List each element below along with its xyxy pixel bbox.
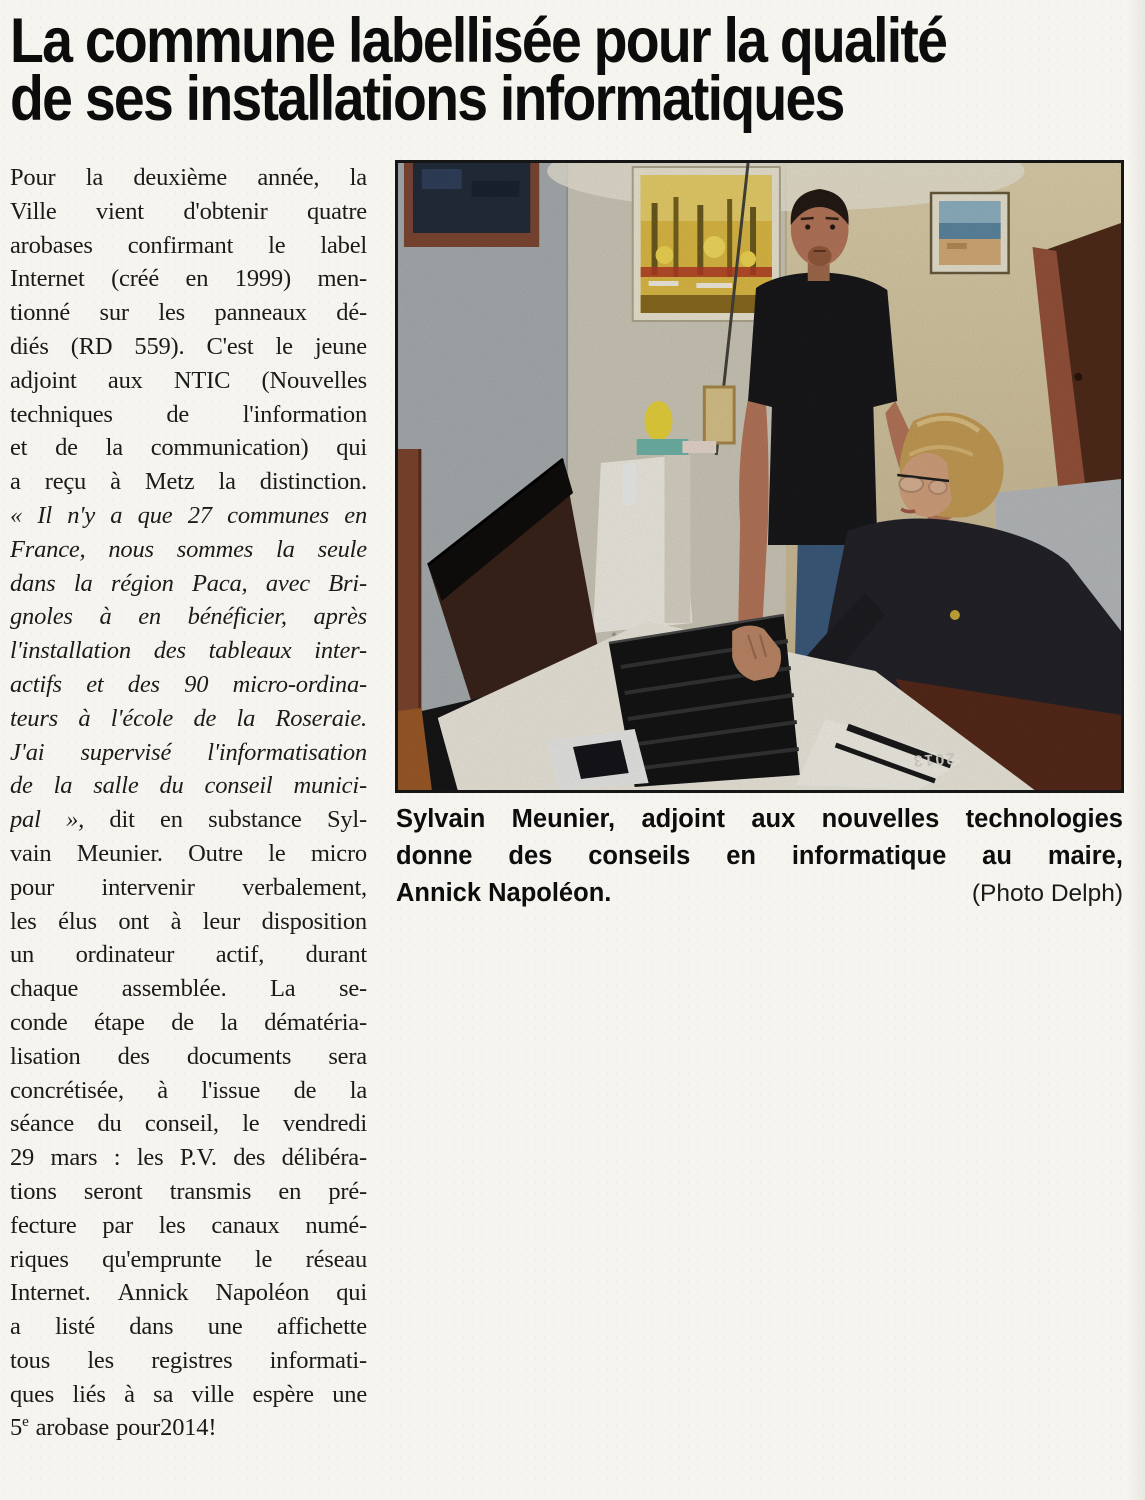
article-line: pour intervenir verbalement, (10, 873, 367, 901)
article-line: Pour la deuxième année, la (10, 164, 367, 191)
article-line: fecture par les canaux numé- (10, 1211, 367, 1239)
article-line: et de la communication) qui (10, 434, 367, 462)
article-line: 29 mars : les P.V. des délibéra- (10, 1144, 367, 1172)
photo-credit: (Photo Delph) (971, 880, 1123, 907)
article-line: tions seront transmis en pré- (10, 1177, 367, 1205)
article-line: l'installation des tableaux inter- (10, 637, 367, 665)
article-line: a listé dans une affichette (10, 1313, 367, 1341)
scan-edge-shadow (1127, 0, 1145, 1500)
caption-name: Annick Napoléon. (396, 879, 612, 907)
article-line: séance du conseil, le vendredi (10, 1110, 367, 1138)
photo-illustration (398, 163, 1121, 790)
article-line: Internet (créé en 1999) men- (10, 265, 367, 293)
caption-line-3 (396, 875, 1123, 912)
article-line: « Il n'y a que 27 communes en (10, 501, 367, 529)
headline (10, 6, 1119, 134)
article-line: tous les registres informati- (10, 1346, 367, 1374)
article-line: conde étape de la dématéria- (10, 1008, 367, 1036)
article-line: actifs et des 90 micro-ordina- (10, 670, 367, 698)
article-line: teurs à l'école de la Roseraie. (10, 704, 367, 732)
article-photo (395, 160, 1124, 793)
article-line: a reçu à Metz la distinction. (10, 468, 367, 496)
caption-line-1: Sylvain Meunier, adjoint aux nouvelles technologies (396, 805, 1123, 833)
article-line: tionné sur les panneaux dé- (10, 299, 367, 327)
headline-line-1: La commune labellisée pour la qualité (10, 6, 947, 76)
article-line: Internet. Annick Napoléon qui (10, 1279, 367, 1307)
article-body (10, 161, 367, 1445)
article-line: techniques de l'information (10, 400, 367, 428)
article-line: France, nous sommes la seule (10, 535, 367, 563)
article-line: chaque assemblée. La se- (10, 975, 367, 1003)
article-line: diés (RD 559). C'est le jeune (10, 332, 367, 360)
article-line: riques qu'emprunte le réseau (10, 1245, 367, 1273)
article-line: pal », dit en substance Syl- (10, 806, 367, 834)
photo-caption (396, 801, 1123, 912)
article-line: Ville vient d'obtenir quatre (10, 197, 367, 225)
caption-line-2: donne des conseils en informatique au maire, (396, 842, 1123, 870)
article-line: adjoint aux NTIC (Nouvelles (10, 366, 367, 394)
article-line: 5e arobase pour2014! (10, 1413, 217, 1442)
headline-line-2: de ses installations informatiques (10, 64, 844, 134)
halftone-grain (398, 163, 1121, 790)
article-line: gnoles à en bénéficier, après (10, 603, 367, 631)
desk-calendar-text: 2013 (911, 749, 956, 770)
article-line: arobases confirmant le label (10, 231, 367, 259)
article-line: J'ai supervisé l'informatisation (10, 738, 367, 766)
article-line: lisation des documents sera (10, 1042, 367, 1070)
article-line: dans la région Paca, avec Bri- (10, 569, 367, 597)
article-line: de la salle du conseil munici- (10, 772, 367, 800)
article-line: les élus ont à leur disposition (10, 907, 367, 935)
article-line: ques liés à sa ville espère une (10, 1380, 367, 1408)
article-line: un ordinateur actif, durant (10, 941, 367, 969)
article-line: concrétisée, à l'issue de la (10, 1076, 367, 1104)
article-line: vain Meunier. Outre le micro (10, 839, 367, 867)
